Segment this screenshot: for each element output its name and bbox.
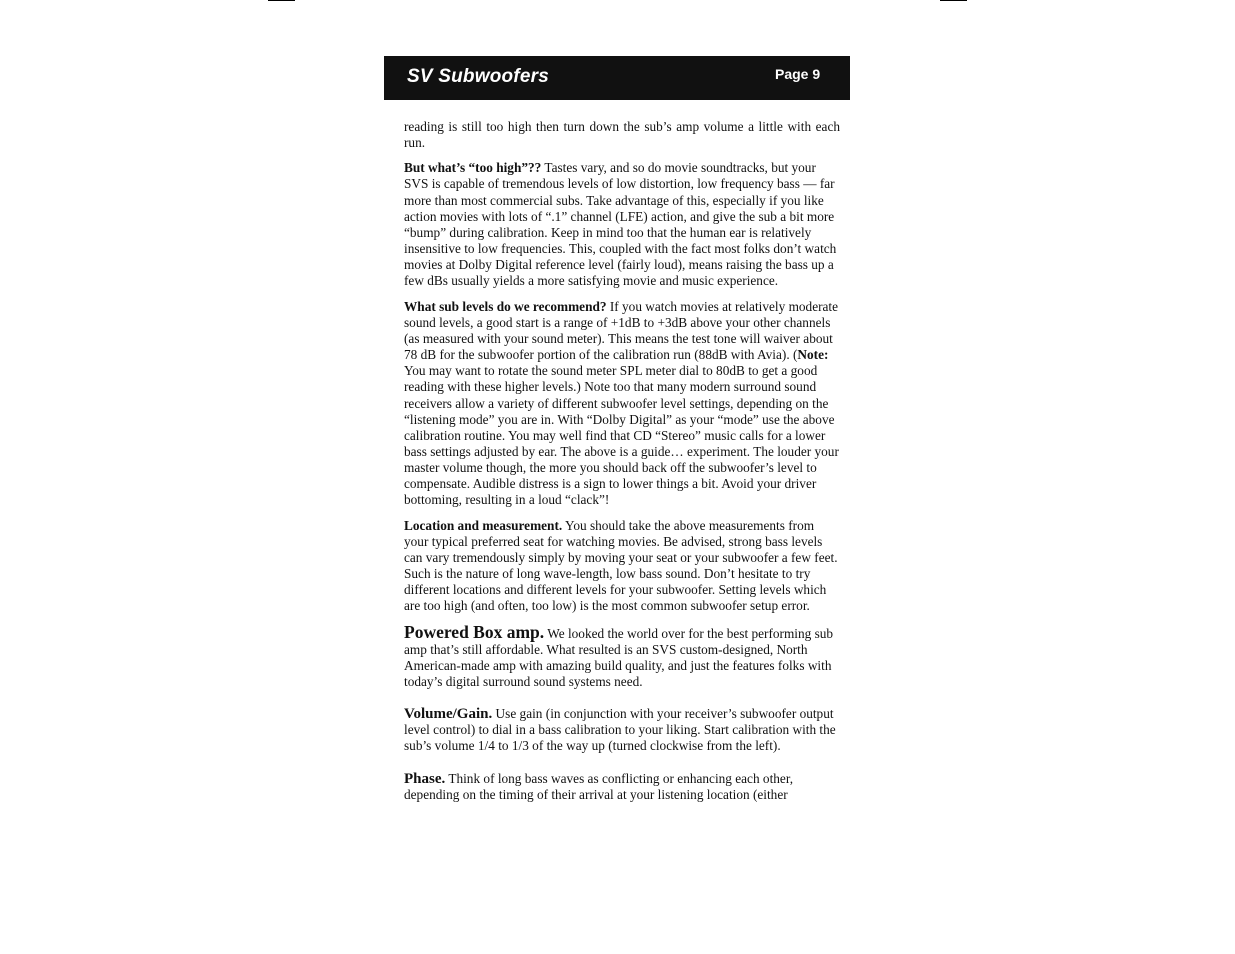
paragraph-text: Tastes vary, and so do movie soundtracks, but your SVS is capable of tremendous levels of low distortion, low frequency bass — far more than most commercial subs. Take advantage of this, especially if you like action movies with lots of “.1” channel (LFE) action, and give the sub a bit more “bump” during calibration. Keep in mind too that the human ear is relatively insensitive to low frequencies. This, coupled with the fact most folks don’t watch movies at Dolby Digital reference level (fairly loud), means raising the bass up a few dBs usually yields a more satisfying movie and music experience. <box>404 160 837 289</box>
paragraph-volume-gain <box>404 706 840 754</box>
paragraph-text: You should take the above measurements from your typical preferred seat for watching movies. Be advised, strong bass levels can vary tremendously simply by moving your seat or your subwoofer a few feet. Such is the nature of long wave-length, low bass sound. Don’t hesitate to try different locations and different levels for your subwoofer. Setting levels which are too high (and often, too low) is the most common subwoofer setup error. <box>404 517 838 614</box>
note-label: Note: <box>797 347 829 363</box>
paragraph-powered-box-amp <box>404 621 840 691</box>
paragraph-heading: What sub levels do we recommend? <box>404 298 607 314</box>
paragraph-heading: But what’s “too high”?? <box>404 160 542 176</box>
paragraph-recommended-levels <box>404 299 840 509</box>
body-text <box>404 119 840 812</box>
section-heading: Powered Box amp. <box>404 621 545 642</box>
crop-mark-left <box>268 0 295 1</box>
paragraph-text: We looked the world over for the best performing sub amp that’s still affordable. What resulted is an SVS custom-designed, North American-made amp with amazing build quality, and just the features folks with today’s digital surround sound systems need. <box>404 625 834 689</box>
page-number: Page 9 <box>775 66 821 82</box>
section-heading: Phase. <box>404 770 446 787</box>
paragraph-text: reading is still too high then turn down the sub’s amp volume a little with each run. <box>404 119 840 151</box>
document-title: SV Subwoofers <box>407 66 549 87</box>
paragraph-phase <box>404 771 840 803</box>
paragraph-heading: Location and measurement. <box>404 517 563 533</box>
paragraph-continuation <box>404 119 840 151</box>
crop-mark-right <box>940 0 967 1</box>
paragraph-too-high <box>404 160 840 289</box>
section-heading: Volume/Gain. <box>404 706 493 723</box>
paragraph-location <box>404 518 840 615</box>
paragraph-text: You may want to rotate the sound meter SPL meter dial to 80dB to get a good reading with these higher levels.) Note too that many modern surround sound receivers allow a variety of different subwoofer level settings, depending on the “listening mode” you are in. With “Dolby Digital” as your “mode” use the above calibration routine. You may well find that CD “Stereo” music calls for a lower bass settings adjusted by ear. The above is a guide… experiment. The louder your master volume though, the more you should back off the subwoofer’s level to compensate. Audible distress is a sign to lower things a bit. Avoid your driver bottoming, resulting in a loud “clack”! <box>404 363 839 508</box>
paragraph-text: If you watch movies at relatively moderate sound levels, a good start is a range of +1dB to +3dB above your other channels (as measured with your sound meter). This means the test tone will waiver about 78 dB for the subwoofer portion of the calibration run (88dB with Avia). ( <box>404 298 839 363</box>
page-header <box>384 56 850 100</box>
paragraph-text: Think of long bass waves as conflicting or enhancing each other, depending on the timing of their arrival at your listening location (either <box>404 770 794 802</box>
paragraph-text: Use gain (in conjunction with your receiver’s subwoofer output level control) to dial in a bass calibration to your liking. Start calibration with the sub’s volume 1/4 to 1/3 of the way up (turned clockwise from the left). <box>404 706 836 754</box>
